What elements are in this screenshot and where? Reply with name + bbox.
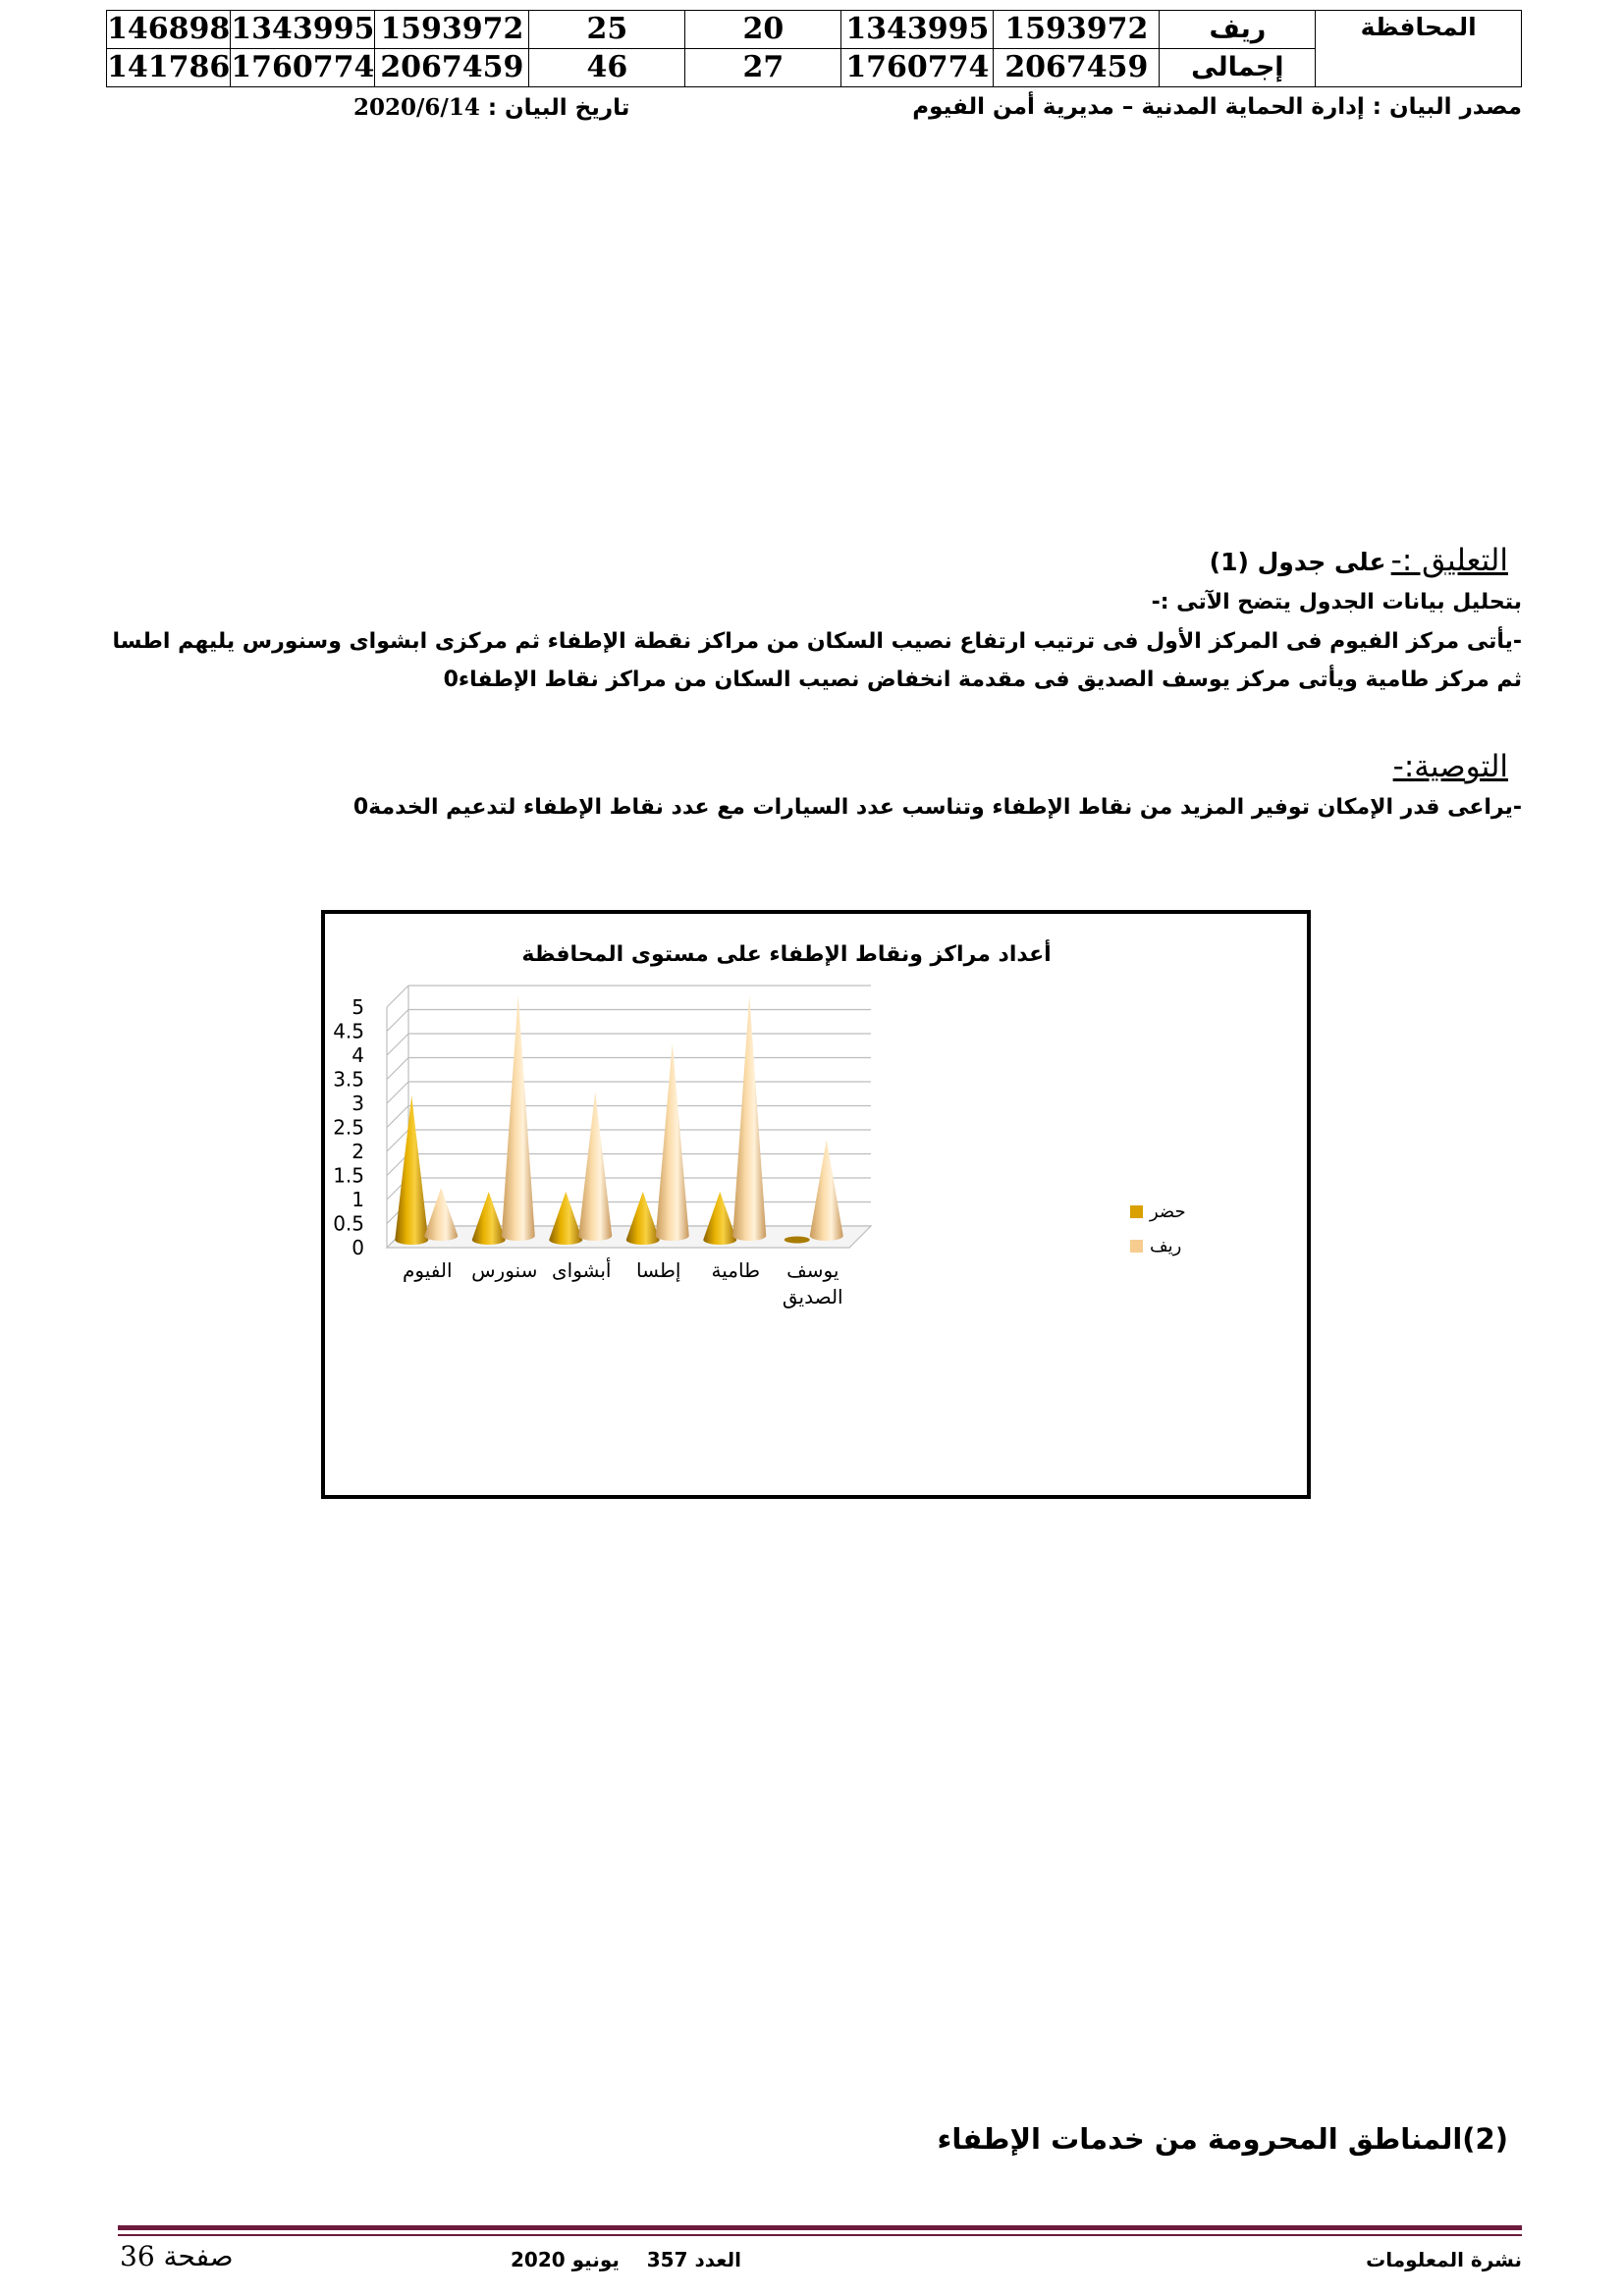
data-table bbox=[106, 10, 1522, 87]
x-tick-label: الصديق bbox=[782, 1285, 843, 1308]
date-label: تاريخ البيان : bbox=[487, 95, 630, 121]
section-2-heading: (2)المناطق المحرومة من خدمات الإطفاء bbox=[937, 2122, 1508, 2156]
source-line: مصدر البيان : إدارة الحماية المدنية – مديرية أمن الفيوم bbox=[912, 94, 1522, 120]
y-tick-label: 5 bbox=[352, 995, 364, 1019]
table-cell: 146898 bbox=[107, 11, 231, 49]
y-tick-label: 0 bbox=[352, 1236, 364, 1259]
legend-swatch-urban bbox=[1130, 1205, 1143, 1218]
y-tick-label: 2.5 bbox=[333, 1115, 364, 1140]
recommendation-heading: التوصية:- bbox=[1392, 749, 1508, 784]
cone-rural bbox=[656, 1043, 689, 1241]
table-cell: 1343995 bbox=[231, 11, 375, 49]
gridline-side bbox=[387, 1058, 408, 1080]
x-tick-label: سنورس bbox=[471, 1258, 538, 1282]
table-cell: 1760774 bbox=[841, 49, 994, 87]
table-cell: 2067459 bbox=[994, 49, 1160, 87]
table-header-governorate: المحافظة bbox=[1316, 11, 1522, 87]
gridline-side bbox=[387, 1082, 408, 1103]
footer-issue: العدد 357 يونيو 2020 bbox=[511, 2248, 741, 2271]
x-tick-label: يوسف bbox=[786, 1258, 839, 1282]
gridline-side bbox=[387, 1034, 408, 1055]
cone-urban bbox=[472, 1192, 506, 1245]
table-cell: 25 bbox=[529, 11, 685, 49]
chart-title: أعداد مراكز ونقاط الإطفاء على مستوى المحافظة bbox=[521, 942, 1052, 967]
cone-urban bbox=[626, 1192, 660, 1245]
gridline-side bbox=[387, 1010, 408, 1032]
y-tick-label: 4.5 bbox=[333, 1019, 364, 1043]
legend-label-rural: ريف bbox=[1150, 1236, 1182, 1256]
table-row bbox=[107, 49, 1522, 87]
legend-label-urban: حضر bbox=[1150, 1201, 1186, 1222]
gridline-side bbox=[387, 1106, 408, 1128]
footer-rule bbox=[118, 2225, 1522, 2230]
footer-publication: نشرة المعلومات bbox=[1366, 2248, 1522, 2271]
chart-box bbox=[321, 910, 1311, 1499]
cone-urban bbox=[549, 1192, 582, 1245]
table-cell: 27 bbox=[685, 49, 841, 87]
cone-bar-chart bbox=[325, 914, 1307, 1495]
recommendation-line-1: -يراعى قدر الإمكان توفير المزيد من نقاط الإطفاء وتناسب عدد السيارات مع عدد نقاط الإطفاء لتدعيم الخدمة0 bbox=[352, 795, 1522, 820]
x-tick-label: أبشواى bbox=[551, 1258, 612, 1282]
table-cell: 2067459 bbox=[375, 49, 529, 87]
x-tick-label: طامية bbox=[711, 1258, 760, 1282]
cone-urban bbox=[785, 1237, 810, 1244]
cone-urban bbox=[703, 1192, 736, 1245]
cone-rural bbox=[502, 995, 535, 1241]
y-tick-label: 3.5 bbox=[333, 1067, 364, 1092]
table-row-label: إجمالى bbox=[1160, 49, 1316, 87]
table-cell: 141786 bbox=[107, 49, 231, 87]
table-cell: 46 bbox=[529, 49, 685, 87]
table-cell: 1343995 bbox=[841, 11, 994, 49]
table-row bbox=[107, 11, 1522, 49]
gridline-side bbox=[387, 1130, 408, 1151]
legend-swatch-rural bbox=[1130, 1240, 1143, 1253]
x-tick-label: الفيوم bbox=[402, 1258, 453, 1282]
comment-line-2: -يأتى مركز الفيوم فى المركز الأول فى ترتيب ارتفاع نصيب السكان من مراكز نقطة الإطفاء ثم مركزى ابشواى وسنورس يليهم اطسا bbox=[112, 629, 1522, 654]
cone-rural bbox=[424, 1188, 458, 1241]
y-tick-label: 2 bbox=[352, 1140, 364, 1163]
table-cell: 1593972 bbox=[375, 11, 529, 49]
y-tick-label: 1 bbox=[352, 1188, 364, 1211]
comment-heading: التعليق :- bbox=[1390, 543, 1508, 578]
cone-rural bbox=[810, 1140, 843, 1241]
table-cell: 20 bbox=[685, 11, 841, 49]
y-tick-label: 4 bbox=[352, 1043, 364, 1067]
comment-line-3: ثم مركز طامية ويأتى مركز يوسف الصديق فى مقدمة انخفاض نصيب السكان من مراكز نقاط الإطفاء0 bbox=[443, 667, 1522, 692]
cone-rural bbox=[578, 1092, 612, 1241]
x-tick-label: إطسا bbox=[636, 1258, 681, 1282]
y-tick-label: 0.5 bbox=[333, 1211, 364, 1236]
cone-urban bbox=[395, 1095, 428, 1245]
table-cell: 1760774 bbox=[231, 49, 375, 87]
y-tick-label: 1.5 bbox=[333, 1163, 364, 1188]
footer-rule-thin bbox=[118, 2234, 1522, 2236]
comment-heading-line bbox=[1210, 543, 1508, 578]
footer-page-number: صفحة 36 bbox=[120, 2240, 234, 2272]
date-line bbox=[353, 94, 629, 121]
comment-line-1: بتحليل بيانات الجدول يتضح الآتى :- bbox=[1151, 590, 1522, 614]
date-value: 2020/6/14 bbox=[353, 94, 480, 121]
y-tick-label: 3 bbox=[352, 1092, 364, 1115]
comment-table-ref: على جدول (1) bbox=[1209, 548, 1386, 576]
gridline-side bbox=[387, 986, 408, 1007]
table-row-label: ريف bbox=[1160, 11, 1316, 49]
table-cell: 1593972 bbox=[994, 11, 1160, 49]
cone-rural bbox=[732, 995, 766, 1241]
